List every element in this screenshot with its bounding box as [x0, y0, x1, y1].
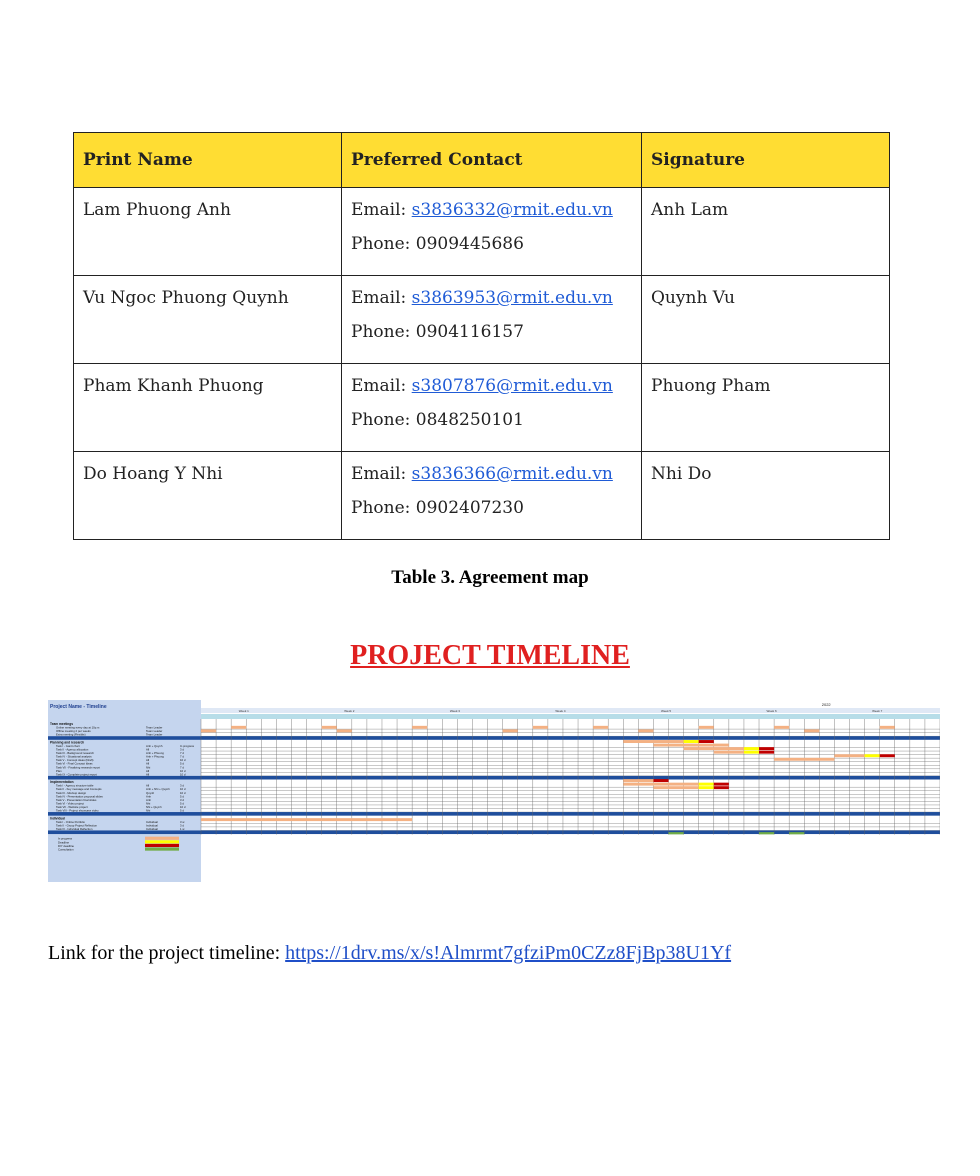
task-owner: Individual: [146, 826, 158, 831]
task-owner: Nhi: [146, 801, 151, 806]
signature: Nhi Do: [642, 452, 890, 540]
task-label: Offline meeting 2 per weeks: [56, 729, 91, 734]
contact-cell: [342, 188, 642, 276]
task-owner: Anh: [146, 794, 151, 799]
task-owner: All: [146, 783, 150, 788]
section-divider-bar: [48, 776, 940, 780]
schedule-bar: [699, 726, 714, 729]
header-print-name: Print Name: [74, 133, 342, 188]
task-duration: 10 d: [180, 758, 186, 763]
schedule-bar: [684, 747, 744, 750]
schedule-bar: [412, 726, 427, 729]
week-label: Week 2: [344, 709, 355, 713]
sheet-title: Project Name - Timeline: [50, 704, 107, 710]
header-preferred-contact: Preferred Contact: [342, 133, 642, 188]
schedule-bar: [834, 754, 864, 757]
task-duration: 5 d: [180, 808, 184, 813]
week-label: Week 3: [449, 709, 460, 713]
table-row: [74, 452, 890, 540]
schedule-bar: [623, 783, 698, 786]
contact-cell: [342, 276, 642, 364]
task-owner: Nhi + Quynh: [146, 804, 162, 809]
task-owner: All: [146, 747, 150, 752]
table-row: [74, 188, 890, 276]
schedule-bar: [759, 751, 774, 754]
task-duration: In progress: [180, 743, 194, 748]
task-owner: Anh + Phuong: [146, 751, 164, 756]
task-owner: Team Leader: [146, 725, 163, 730]
member-name: Vu Ngoc Phuong Quynh: [74, 276, 342, 364]
task-owner: Individual: [146, 819, 158, 824]
task-label: Task III - Individual Reflection: [56, 826, 93, 831]
table-row: [74, 364, 890, 452]
week-label: Week 5: [660, 709, 672, 713]
task-label: Task VII - Finalizing research report: [56, 765, 100, 770]
phone-text: Phone: 0909445686: [351, 234, 524, 254]
timeline-link-line: [48, 942, 731, 965]
task-label: Task VIII - Project showcase video: [56, 808, 99, 813]
schedule-bar: [201, 729, 216, 732]
schedule-bar: [744, 747, 759, 750]
schedule-bar: [623, 779, 653, 782]
week-header-band: [201, 708, 940, 713]
task-label: Task I - Agency structure table: [56, 783, 94, 788]
email-link[interactable]: s3863953@rmit.edu.vn: [411, 288, 613, 308]
email-label: Email:: [351, 464, 412, 484]
task-duration: 10 d: [180, 790, 186, 795]
schedule-bar: [714, 786, 729, 789]
signature: Anh Lam: [642, 188, 890, 276]
task-duration: 10 d: [180, 787, 186, 792]
task-label: Task V - Concept ideas (Draft): [56, 758, 94, 763]
day-header-band: [201, 714, 940, 719]
task-duration: 3 d: [180, 783, 184, 788]
schedule-bar: [699, 786, 714, 789]
signature: Phuong Pham: [642, 364, 890, 452]
member-name: Pham Khanh Phuong: [74, 364, 342, 452]
schedule-bar: [231, 726, 246, 729]
schedule-bar: [714, 783, 729, 786]
task-owner: Team Leader: [146, 732, 163, 737]
task-label: Task V - Presentation final slides: [56, 797, 97, 802]
schedule-bar: [699, 740, 714, 743]
schedule-bar: [201, 818, 412, 821]
task-owner: All: [146, 768, 150, 773]
task-label: Task IV - Presentation proposal slides: [56, 794, 103, 799]
task-duration: 5 d: [180, 794, 184, 799]
schedule-bar: [744, 751, 759, 754]
schedule-bar: [880, 726, 895, 729]
phone-text: Phone: 0904116157: [351, 322, 524, 342]
legend-label: Consultation: [58, 847, 74, 852]
header-signature: Signature: [642, 133, 890, 188]
section-heading: Implementation: [50, 780, 74, 785]
task-owner: All: [146, 772, 150, 777]
email-label: Email:: [351, 288, 412, 308]
legend-label: Deadline: [58, 840, 70, 845]
gantt-chart-image: [48, 700, 940, 884]
task-owner: Team Leader: [146, 729, 163, 734]
schedule-bar: [714, 751, 744, 754]
task-owner: Anh: [146, 797, 151, 802]
task-duration: 10 d: [180, 804, 186, 809]
member-name: Lam Phuong Anh: [74, 188, 342, 276]
schedule-bar: [865, 754, 880, 757]
schedule-bar: [653, 744, 728, 747]
legend-label: In progress: [58, 836, 72, 841]
legend-label: DIY deadline: [58, 843, 74, 848]
task-owner: All: [146, 758, 150, 763]
phone-text: Phone: 0848250101: [351, 410, 524, 430]
section-divider-bar: [48, 812, 940, 816]
task-duration: 7 d: [180, 754, 184, 759]
task-label: Plan: [56, 768, 62, 773]
task-owner: Anh + Quynh: [146, 743, 163, 748]
task-duration: 7 d: [180, 751, 184, 756]
task-label: Task VII - Website project: [56, 804, 88, 809]
schedule-bar: [774, 726, 789, 729]
task-owner: All: [146, 761, 150, 766]
section-divider-bar: [48, 736, 940, 740]
task-duration: 10 d: [180, 768, 186, 773]
contact-cell: [342, 452, 642, 540]
section-divider-bar: [48, 830, 940, 834]
task-duration: 3 d: [180, 823, 184, 828]
task-duration: 3 d: [180, 797, 184, 802]
consultation-mark: [789, 832, 804, 834]
task-duration: 5 d: [180, 801, 184, 806]
week-label: Week 1: [238, 709, 249, 713]
phone-text: Phone: 0902407230: [351, 498, 524, 518]
contact-cell: [342, 364, 642, 452]
email-link[interactable]: s3807876@rmit.edu.vn: [411, 376, 613, 396]
week-label: Week 7: [872, 709, 883, 713]
task-owner: Nhi: [146, 765, 151, 770]
agreement-table: [73, 132, 890, 540]
schedule-bar: [774, 758, 834, 761]
consultation-mark: [759, 832, 774, 834]
schedule-bar: [322, 726, 337, 729]
week-label: Week 4: [555, 709, 566, 713]
task-duration: 7 d: [180, 765, 184, 770]
email-label: Email:: [351, 200, 412, 220]
signature: Quynh Vu: [642, 276, 890, 364]
task-label: Task II - Key message and Concepts: [56, 787, 102, 792]
gantt-chart: [48, 700, 940, 884]
schedule-bar: [684, 740, 699, 743]
table-caption: Table 3. Agreement map: [391, 567, 589, 588]
task-label: Task VI - Video project: [56, 801, 84, 806]
legend-swatch: [145, 840, 179, 843]
legend-swatch: [145, 844, 179, 847]
email-label: Email:: [351, 376, 412, 396]
schedule-bar: [699, 783, 714, 786]
task-owner: Quynh: [146, 790, 155, 795]
link-label: Link for the project timeline:: [48, 942, 286, 964]
schedule-bar: [880, 754, 895, 757]
task-label: Task II - Agency allocation: [56, 747, 89, 752]
email-link[interactable]: s3836332@rmit.edu.vn: [411, 200, 613, 220]
timeline-heading: PROJECT TIMELINE: [350, 640, 630, 671]
schedule-bar: [593, 726, 608, 729]
agreement-header-row: [74, 133, 890, 188]
task-label: Task III - Background research: [56, 751, 94, 756]
schedule-bar: [653, 786, 698, 789]
sheet-year: 2022: [821, 702, 831, 707]
task-label: Task III - Mockup design: [56, 790, 87, 795]
member-name: Do Hoang Y Nhi: [74, 452, 342, 540]
task-label: Task II - Group Project Reflection: [56, 823, 98, 828]
section-heading: Team meetings: [50, 722, 73, 726]
task-label: Task VI - Final Concept Ideas: [56, 761, 93, 766]
task-owner: Anh + Nhi + Quynh: [146, 787, 170, 792]
schedule-bar: [533, 726, 548, 729]
task-label: Online meeting every day at 10p.m: [56, 725, 100, 730]
task-label: Task I - Gantt chart: [56, 743, 80, 748]
task-owner: Nhi: [146, 808, 151, 813]
task-owner: Individual: [146, 823, 158, 828]
section-heading: Planning and research: [50, 740, 85, 745]
timeline-link[interactable]: https://1drv.ms/x/s!Almrmt7gfziPm0CZz8FjBp38U1Yf: [285, 942, 732, 964]
schedule-bar: [623, 740, 683, 743]
task-label: Extra meeting (Flexible): [56, 732, 86, 737]
task-label: Task IX - Complete project report: [56, 772, 97, 777]
schedule-bar: [804, 729, 819, 732]
schedule-bar: [759, 747, 774, 750]
legend-swatch: [145, 837, 179, 840]
schedule-bar: [653, 779, 668, 782]
consultation-mark: [669, 832, 684, 834]
task-duration: 3 w: [180, 819, 185, 824]
legend-swatch: [145, 847, 179, 850]
schedule-bar: [638, 729, 653, 732]
email-link[interactable]: s3836366@rmit.edu.vn: [411, 464, 613, 484]
week-label: Week 6: [766, 709, 777, 713]
task-label: Task I - Online Portfolio: [56, 819, 85, 824]
task-duration: 1 w: [180, 826, 185, 831]
schedule-bar: [337, 729, 352, 732]
schedule-bar: [503, 729, 518, 732]
task-owner: Anh + Phuong: [146, 754, 164, 759]
task-label: Task IV - Situational analysis: [56, 754, 92, 759]
table-row: [74, 276, 890, 364]
task-duration: 10 d: [180, 772, 186, 777]
task-duration: 3 d: [180, 747, 184, 752]
task-duration: 5 d: [180, 761, 184, 766]
section-heading: Individual: [50, 816, 65, 821]
